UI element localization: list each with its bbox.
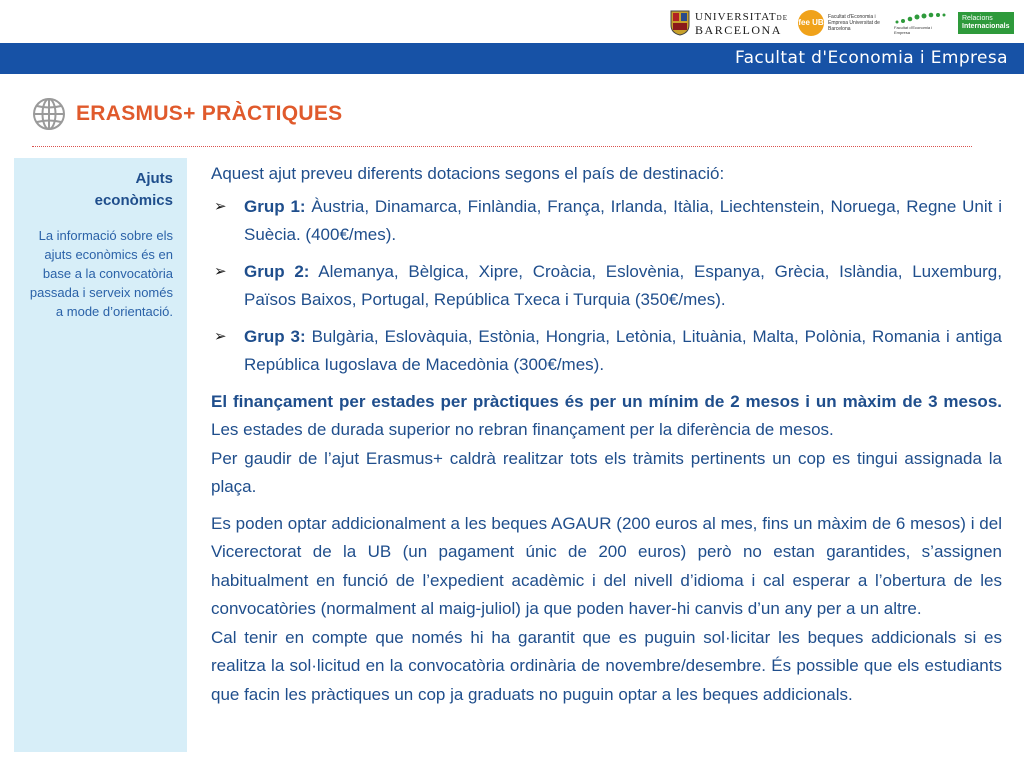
guarantee-note: Cal tenir en compte que només hi ha garantit que es puguin sol·licitar les beques addicionals si es realitza la sol·licitud en la convocatòria ordinària de novembre/desembre. És possible que els estudiants que facin les pràctiques un cop ja graduats no puguin optar a les beques addicionals. [211, 627, 1002, 704]
sidebar-title [95, 168, 173, 212]
page-heading [32, 97, 343, 131]
financing-rest: Les estades de durada superior no rebran finançament per la diferència de mesos. [211, 420, 834, 439]
ub-logo-line2: BARCELONA [695, 22, 782, 37]
group-countries: Alemanya, Bèlgica, Xipre, Croàcia, Eslovènia, Espanya, Grècia, Islàndia, Luxemburg, Països Baixos, Portugal, República Txeca i Turquia (350€/mes). [244, 261, 1002, 309]
group-item [211, 193, 1002, 250]
group-label: Grup 1: [244, 196, 306, 216]
intro-text: Aquest ajut preveu diferents dotacions segons el país de destinació: [211, 164, 725, 183]
fee-logo-mark: fee UB [798, 10, 824, 36]
group-label: Grup 2: [244, 261, 310, 281]
arrow-bullet-icon: ➢ [214, 197, 227, 215]
ri-badge-line2: Internacionals [962, 23, 1010, 30]
header-band [0, 43, 1024, 74]
group-item [211, 323, 1002, 380]
ri-badge-line1: Relacions [962, 15, 993, 22]
sidebar-panel [14, 158, 187, 752]
fee-logo[interactable] [798, 10, 884, 36]
main-content [211, 160, 1002, 709]
header-logos [670, 6, 1014, 40]
agaur-note: Es poden optar addicionalment a les beques AGAUR (200 euros al mes, fins un màxim de 6 mesos) i del Vicerectorat de la UB (un pagament únic de 200 euros) però no estan garantides, s’assignen habitualment en funció de l’expedient acadèmic i del nivell d’idioma i cal esperar a l’obertura de les convocatòries (normalment al maig-juliol) ja que poden haver-hi canvis d’un any per a un altre. [211, 513, 1002, 618]
erasmus-note: Per gaudir de l’ajut Erasmus+ caldrà realitzar tots els tràmits pertinents un cop es tingui assignada la plaça. [211, 448, 1002, 496]
group-countries: Àustria, Dinamarca, Finlàndia, França, Irlanda, Itàlia, Liechtenstein, Noruega, Regne Unit i Suècia. (400€/mes). [244, 196, 1002, 244]
relacions-internacionals-badge[interactable] [958, 12, 1014, 34]
sidebar-title-line2: econòmics [94, 192, 173, 209]
sidebar-note: La informació sobre els ajuts econòmics és en base a la convocatòria passada i serveix només a mode d’orientació. [29, 228, 173, 319]
green-dots-icon [894, 11, 948, 25]
financing-bold: El finançament per estades per pràctiques és per un mínim de 2 mesos i un màxim de 3 mesos. [211, 391, 1002, 411]
green-logo-text: Facultat d'Economia i Empresa [894, 25, 933, 35]
arrow-bullet-icon: ➢ [214, 327, 227, 345]
group-label: Grup 3: [244, 326, 306, 346]
title-divider [32, 146, 972, 147]
group-item [211, 258, 1002, 315]
group-countries: Bulgària, Eslovàquia, Estònia, Hongria, Letònia, Lituània, Malta, Polònia, Romania i antiga República Iugoslava de Macedònia (300€/mes). [244, 326, 1002, 374]
globe-icon [32, 97, 66, 131]
ub-logo-line1: UNIVERSITAT [695, 10, 777, 23]
sidebar-title-line1: Ajuts [135, 170, 173, 187]
band-title: Facultat d'Economia i Empresa [734, 48, 1008, 68]
fee-logo-text: Facultat d'Economia i Empresa Universitat de Barcelona [828, 14, 880, 32]
green-dots-logo[interactable] [894, 11, 948, 35]
ub-logo[interactable] [670, 10, 788, 36]
financing-paragraph [211, 388, 1002, 445]
group-list [211, 193, 1002, 380]
ub-logo-de: DE [776, 13, 788, 22]
page-title: ERASMUS+ PRÀCTIQUES [76, 102, 343, 125]
arrow-bullet-icon: ➢ [214, 262, 227, 280]
ub-shield-icon [670, 10, 690, 36]
